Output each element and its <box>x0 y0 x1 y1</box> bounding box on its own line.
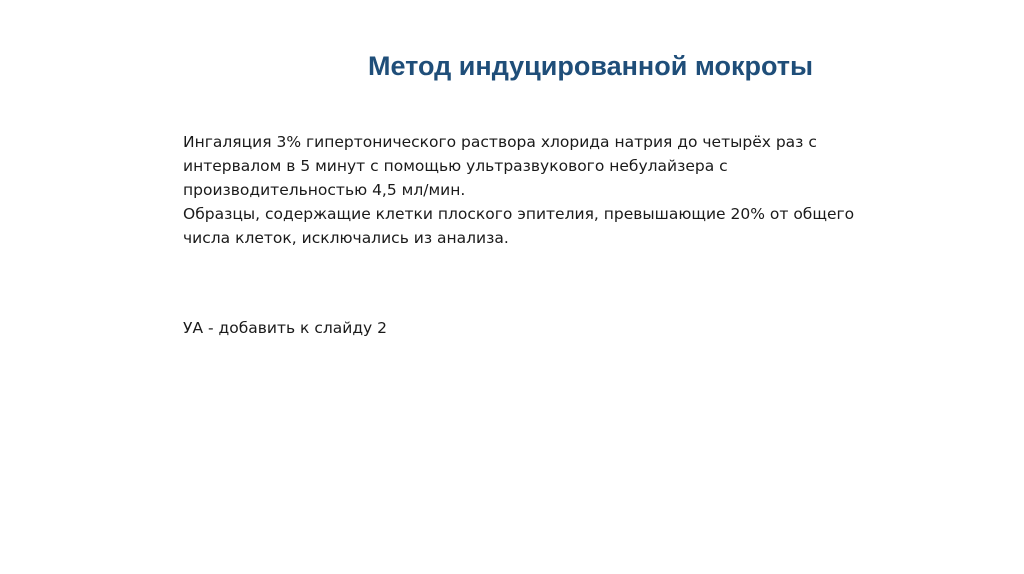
slide-body <box>183 130 863 250</box>
slide-note: УА - добавить к слайду 2 <box>183 319 388 337</box>
body-line: Ингаляция 3% гипертонического раствора хлорида натрия до четырёх раз с <box>183 133 817 151</box>
slide-title: Метод индуцированной мокроты <box>368 51 814 81</box>
body-line: производительностью 4,5 мл/мин. <box>183 181 466 199</box>
body-line: числа клеток, исключались из анализа. <box>183 229 509 247</box>
body-line: Образцы, содержащие клетки плоского эпителия, превышающие 20% от общего <box>183 205 855 223</box>
body-line: интервалом в 5 минут с помощью ультразвукового небулайзера с <box>183 157 728 175</box>
